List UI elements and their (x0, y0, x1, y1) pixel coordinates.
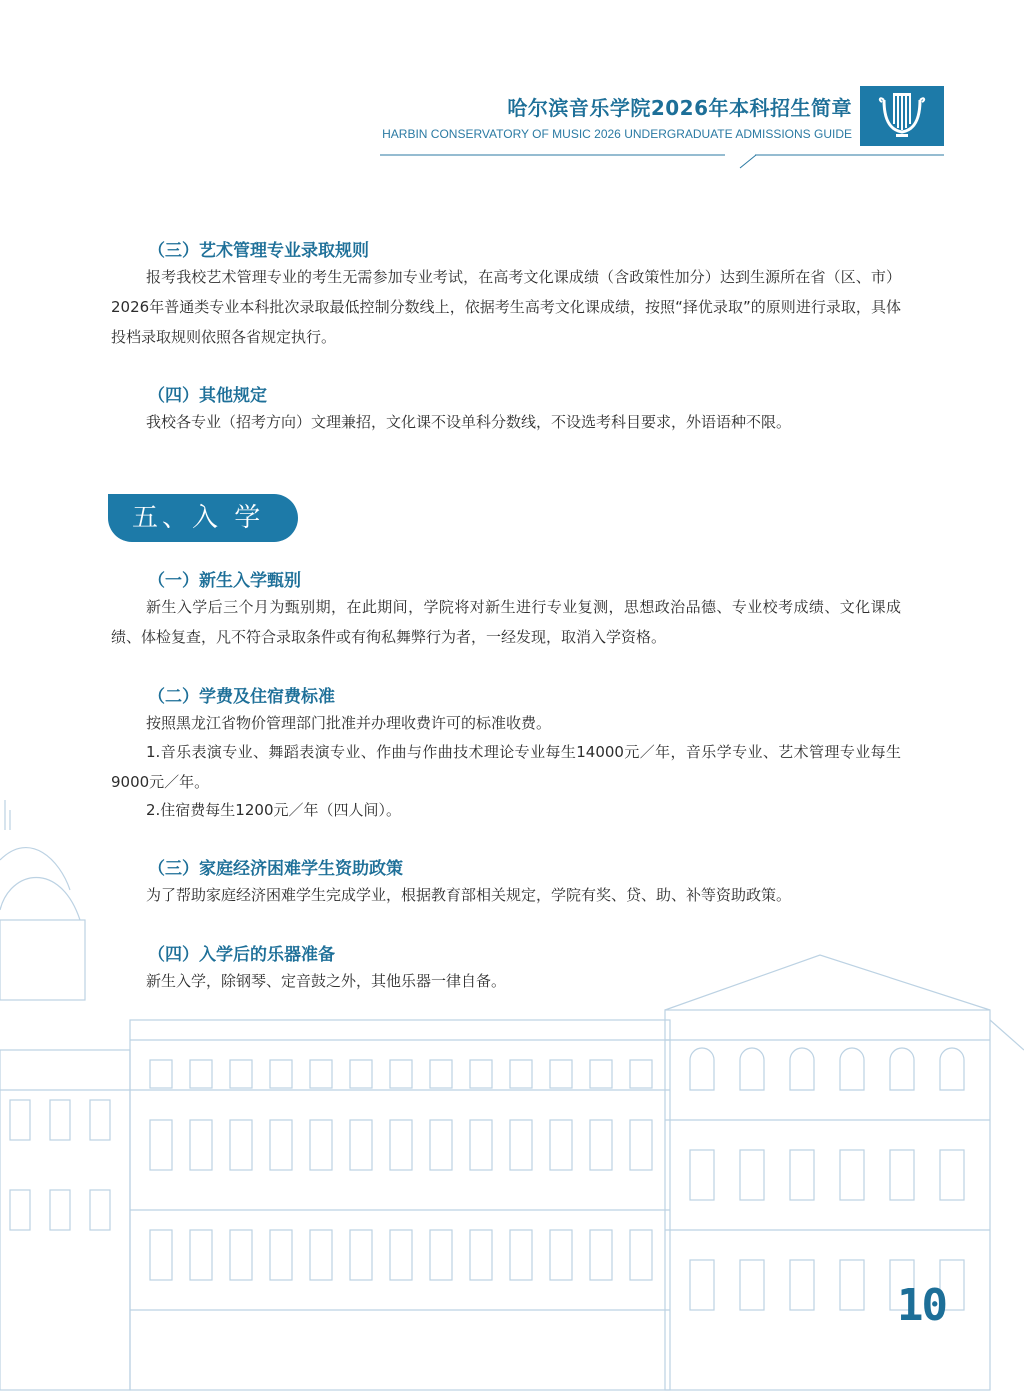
section-heading-fees: （二）学费及住宿费标准 (148, 687, 335, 707)
section-heading-instruments: （四）入学后的乐器准备 (148, 945, 335, 965)
paragraph-financial-aid: 为了帮助家庭经济困难学生完成学业，根据教育部相关规定，学院有奖、贷、助、补等资助政策。 (146, 886, 792, 904)
paragraph-fees-housing: 2.住宿费每生1200元／年（四人间）。 (146, 801, 401, 819)
paragraph-fees-intro: 按照黑龙江省物价管理部门批准并办理收费许可的标准收费。 (146, 714, 552, 732)
guide-subtitle: HARBIN CONSERVATORY OF MUSIC 2026 UNDERGRADUATE ADMISSIONS GUIDE (382, 127, 852, 141)
section-heading-art-management: （三）艺术管理专业录取规则 (148, 241, 369, 261)
guide-title: 哈尔滨音乐学院2026年本科招生简章 (507, 96, 852, 120)
paragraph-art-management: 报考我校艺术管理专业的考生无需参加专业考试，在高考文化课成绩（含政策性加分）达到生源所在省（区、市）2026年普通类专业本科批次录取最低控制分数线上，依据考生高考文化课成绩，按照“择优录取”的原则进行录取，具体投档录取规则依照各省规定执行。 (111, 268, 901, 346)
section-heading-screening: （一）新生入学甄别 (148, 571, 301, 591)
lyre-icon (860, 86, 944, 146)
school-logo (860, 86, 944, 146)
section-heading-financial-aid: （三）家庭经济困难学生资助政策 (148, 859, 403, 879)
chapter-title-enrollment: 五、入 学 (108, 494, 298, 542)
paragraph-instruments: 新生入学，除钢琴、定音鼓之外，其他乐器一律自备。 (146, 972, 507, 990)
paragraph-fees-tuition: 1.音乐表演专业、舞蹈表演专业、作曲与作曲技术理论专业每生14000元／年，音乐学专业、艺术管理专业每生9000元／年。 (111, 743, 901, 791)
paragraph-other-rules: 我校各专业（招考方向）文理兼招，文化课不设单科分数线，不设选考科目要求，外语语种不限。 (146, 413, 792, 431)
section-heading-other-rules: （四）其他规定 (148, 386, 267, 406)
paragraph-screening: 新生入学后三个月为甄别期，在此期间，学院将对新生进行专业复测，思想政治品德、专业校考成绩、文化课成绩、体检复查，凡不符合录取条件或有徇私舞弊行为者，一经发现，取消入学资格。 (111, 598, 901, 646)
page-number: 10 (897, 1280, 946, 1331)
